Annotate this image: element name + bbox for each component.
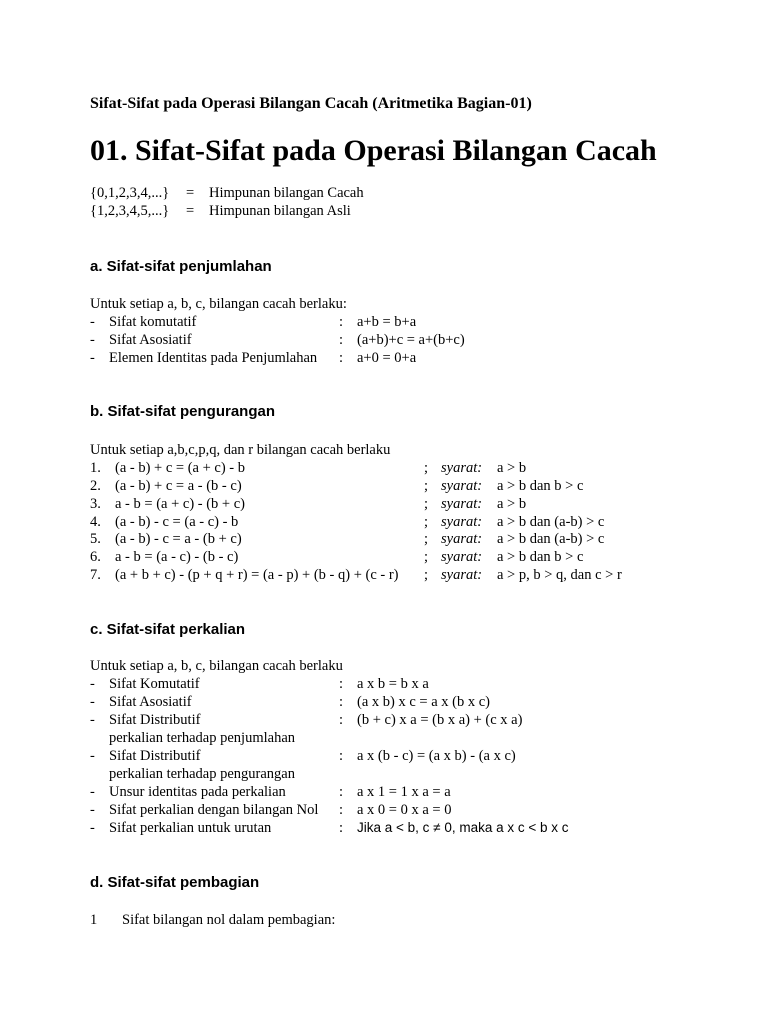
rule-row — [0, 459, 768, 477]
semicolon: ; — [424, 460, 429, 476]
rule-formula: (a - b) + c = a - (b - c) — [115, 478, 242, 494]
rule-number: 4. — [90, 514, 101, 530]
rule-number: 5. — [90, 531, 101, 547]
set-row — [0, 184, 768, 202]
rule-number: 7. — [90, 567, 101, 583]
property-formula: a x (b - c) = (a x b) - (a x c) — [357, 748, 516, 764]
syarat-label: syarat: — [441, 531, 483, 547]
property-label: Elemen Identitas pada Penjumlahan — [109, 350, 318, 366]
syarat-label: syarat: — [441, 496, 483, 512]
set-description: Himpunan bilangan Cacah — [209, 185, 364, 201]
syarat-label: syarat: — [441, 514, 483, 530]
rule-formula: a - b = (a + c) - (b + c) — [115, 496, 245, 512]
bullet: - — [90, 694, 95, 710]
property-formula: a x 1 = 1 x a = a — [357, 784, 451, 800]
main-heading: 01. Sifat-Sifat pada Operasi Bilangan Cacah — [90, 134, 657, 167]
rule-row — [0, 513, 768, 531]
section-a-intro: Untuk setiap a, b, c, bilangan cacah berlaku: — [90, 296, 347, 312]
bullet: - — [90, 332, 95, 348]
rule-row — [0, 548, 768, 566]
property-label: perkalian terhadap penjumlahan — [109, 730, 296, 746]
bullet: - — [90, 676, 95, 692]
set-notation: {1,2,3,4,5,...} — [90, 203, 170, 219]
property-label: Sifat Distributif — [109, 748, 201, 764]
property-row — [0, 675, 768, 693]
semicolon: ; — [424, 514, 429, 530]
semicolon: ; — [424, 478, 429, 494]
rule-row — [0, 530, 768, 548]
semicolon: ; — [424, 567, 429, 583]
equals-sign: = — [186, 185, 195, 201]
syarat-label: syarat: — [441, 460, 483, 476]
rule-row — [0, 495, 768, 513]
property-label: Unsur identitas pada perkalian — [109, 784, 286, 800]
property-formula: Jika a < b, c ≠ 0, maka a x c < b x c — [357, 820, 569, 835]
rule-condition: a > b dan (a-b) > c — [497, 531, 605, 547]
property-row — [0, 747, 768, 765]
rule-number: 6. — [90, 549, 101, 565]
property-row — [0, 819, 768, 837]
rule-formula: (a + b + c) - (p + q + r) = (a - p) + (b - q) + (c - r) — [115, 567, 399, 583]
bullet: - — [90, 802, 95, 818]
property-formula: a x 0 = 0 x a = 0 — [357, 802, 452, 818]
semicolon: ; — [424, 496, 429, 512]
section-d-heading: d. Sifat-sifat pembagian — [90, 874, 260, 891]
property-formula: a x b = b x a — [357, 676, 429, 692]
rule-formula: (a - b) - c = a - (b + c) — [115, 531, 242, 547]
rule-row — [0, 566, 768, 584]
rule-condition: a > b — [497, 496, 527, 512]
list-item — [0, 911, 768, 929]
equals-sign: = — [186, 203, 195, 219]
property-row — [0, 729, 768, 747]
rule-number: 3. — [90, 496, 101, 512]
rule-condition: a > b dan (a-b) > c — [497, 514, 605, 530]
section-c-intro: Untuk setiap a, b, c, bilangan cacah berlaku — [90, 658, 343, 674]
section-a-heading: a. Sifat-sifat penjumlahan — [90, 258, 272, 275]
bullet: - — [90, 350, 95, 366]
property-row — [0, 783, 768, 801]
property-row — [0, 349, 768, 367]
colon: : — [339, 784, 344, 800]
property-row — [0, 331, 768, 349]
colon: : — [339, 676, 344, 692]
property-formula: (b + c) x a = (b x a) + (c x a) — [357, 712, 523, 728]
property-label: Sifat Asosiatif — [109, 332, 192, 348]
colon: : — [339, 350, 344, 366]
property-row — [0, 801, 768, 819]
set-description: Himpunan bilangan Asli — [209, 203, 351, 219]
semicolon: ; — [424, 549, 429, 565]
colon: : — [339, 332, 344, 348]
property-label: Sifat perkalian dengan bilangan Nol — [109, 802, 319, 818]
property-row — [0, 313, 768, 331]
syarat-label: syarat: — [441, 478, 483, 494]
property-label: Sifat Distributif — [109, 712, 201, 728]
rule-formula: a - b = (a - c) - (b - c) — [115, 549, 239, 565]
item-number: 1 — [90, 912, 98, 928]
syarat-label: syarat: — [441, 567, 483, 583]
section-b-heading: b. Sifat-sifat pengurangan — [90, 403, 276, 420]
colon: : — [339, 820, 344, 836]
bullet: - — [90, 748, 95, 764]
property-formula: (a x b) x c = a x (b x c) — [357, 694, 490, 710]
item-text: Sifat bilangan nol dalam pembagian: — [122, 912, 336, 928]
rule-condition: a > b dan b > c — [497, 478, 584, 494]
property-formula: a+0 = 0+a — [357, 350, 417, 366]
semicolon: ; — [424, 531, 429, 547]
document-title: Sifat-Sifat pada Operasi Bilangan Cacah (Aritmetika Bagian-01) — [90, 95, 532, 112]
set-notation: {0,1,2,3,4,...} — [90, 185, 170, 201]
rule-condition: a > b dan b > c — [497, 549, 584, 565]
property-label: Sifat komutatif — [109, 314, 197, 330]
property-row — [0, 711, 768, 729]
property-label: Sifat perkalian untuk urutan — [109, 820, 272, 836]
bullet: - — [90, 784, 95, 800]
colon: : — [339, 694, 344, 710]
rule-row — [0, 477, 768, 495]
property-label: Sifat Komutatif — [109, 676, 200, 692]
section-c-heading: c. Sifat-sifat perkalian — [90, 621, 246, 638]
syarat-label: syarat: — [441, 549, 483, 565]
rule-condition: a > b — [497, 460, 527, 476]
colon: : — [339, 748, 344, 764]
property-formula: (a+b)+c = a+(b+c) — [357, 332, 465, 348]
property-label: perkalian terhadap pengurangan — [109, 766, 295, 782]
rule-number: 2. — [90, 478, 101, 494]
rule-formula: (a - b) - c = (a - c) - b — [115, 514, 239, 530]
property-formula: a+b = b+a — [357, 314, 417, 330]
rule-condition: a > p, b > q, dan c > r — [497, 567, 622, 583]
property-label: Sifat Asosiatif — [109, 694, 192, 710]
bullet: - — [90, 314, 95, 330]
set-row — [0, 202, 768, 220]
section-b-intro: Untuk setiap a,b,c,p,q, dan r bilangan cacah berlaku — [90, 442, 391, 458]
property-row — [0, 693, 768, 711]
bullet: - — [90, 712, 95, 728]
rule-formula: (a - b) + c = (a + c) - b — [115, 460, 245, 476]
colon: : — [339, 712, 344, 728]
rule-number: 1. — [90, 460, 101, 476]
bullet: - — [90, 820, 95, 836]
colon: : — [339, 802, 344, 818]
property-row — [0, 765, 768, 783]
colon: : — [339, 314, 344, 330]
